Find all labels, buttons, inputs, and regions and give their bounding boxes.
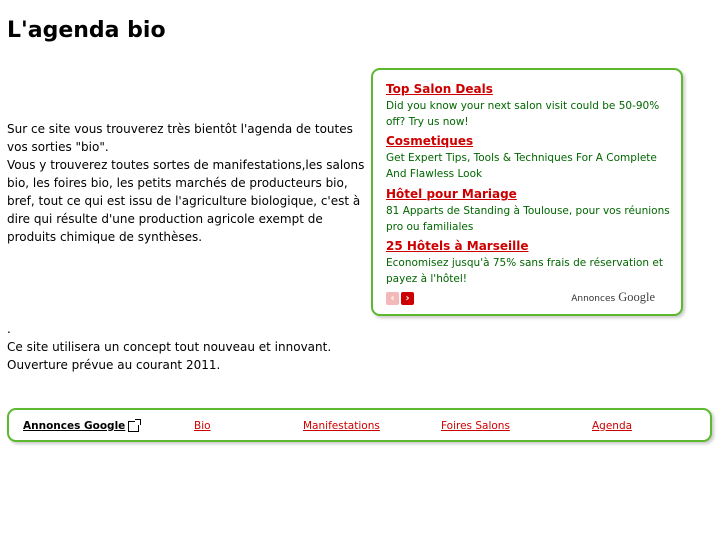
intro-paragraph-2: Vous y trouverez toutes sortes de manifestations,les salons bio, les foires bio, les petits marchés de producteurs bio, bref, tout ce qui est issu de l'agriculture biologique, c'est à dire qui résulte d'une production agricole exempt de produits chimique de synthèses. <box>7 158 365 244</box>
intro-text <box>7 120 367 246</box>
outro-dot: . <box>7 322 11 336</box>
chevron-left-icon[interactable]: ‹ <box>386 292 399 305</box>
link-foires-salons[interactable]: Foires Salons <box>441 420 510 432</box>
ad-item[interactable] <box>386 81 674 130</box>
ad-title-link[interactable]: Top Salon Deals <box>386 82 493 96</box>
ad-item[interactable] <box>386 186 674 235</box>
google-ads-box <box>371 68 683 316</box>
ad-description: 81 Apparts de Standing à Toulouse, pour vos réunions pro ou familiales <box>386 205 670 233</box>
google-link-bar <box>7 408 712 442</box>
external-link-icon <box>128 421 139 432</box>
ad-description: Economisez jusqu'à 75% sans frais de réservation et payez à l'hôtel! <box>386 257 664 285</box>
ads-by-google-label[interactable] <box>23 420 139 432</box>
link-bar-label: Annonces Google <box>23 420 126 432</box>
ad-pagination <box>386 292 414 305</box>
ads-by-google-logo[interactable] <box>571 290 655 305</box>
link-manifestations[interactable]: Manifestations <box>303 420 380 432</box>
page-title: L'agenda bio <box>7 18 166 43</box>
brand-name: Google <box>618 290 655 304</box>
outro-text <box>7 320 367 374</box>
ad-title-link[interactable]: Hôtel pour Mariage <box>386 187 517 201</box>
ad-description: Did you know your next salon visit could be 50-90% off? Try us now! <box>386 100 660 128</box>
outro-line-1: Ce site utilisera un concept tout nouveau et innovant. <box>7 340 332 354</box>
link-bio[interactable]: Bio <box>194 420 211 432</box>
intro-paragraph-1: Sur ce site vous trouverez très bientôt l'agenda de toutes vos sorties "bio". <box>7 122 353 154</box>
ad-title-link[interactable]: Cosmetiques <box>386 134 474 148</box>
ad-title-link[interactable]: 25 Hôtels à Marseille <box>386 239 529 253</box>
ad-item[interactable] <box>386 133 674 182</box>
chevron-right-icon[interactable]: › <box>401 292 414 305</box>
link-agenda[interactable]: Agenda <box>592 420 633 432</box>
outro-line-2: Ouverture prévue au courant 2011. <box>7 358 221 372</box>
ad-description: Get Expert Tips, Tools & Techniques For A Complete And Flawless Look <box>386 152 657 180</box>
ad-item[interactable] <box>386 238 674 287</box>
brand-label: Annonces <box>571 294 616 304</box>
